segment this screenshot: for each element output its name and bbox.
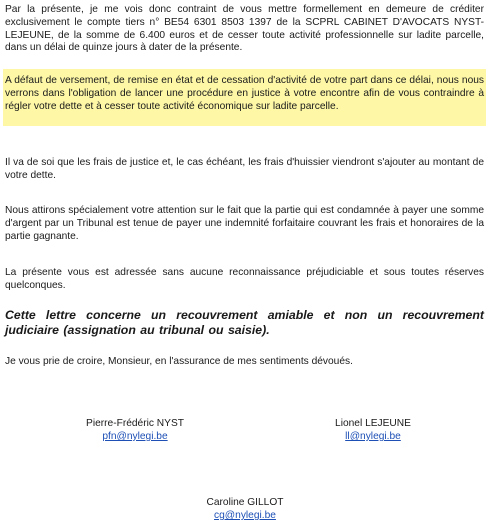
signature-block-nyst [70, 417, 200, 443]
paragraph-formal-notice: Par la présente, je me vois donc contraint de vous mettre formellement en demeure de créditer exclusivement le compte tiers n° BE54 6301 8503 1397 de la SCPRL CABINET D'AVOCATS NYST-LEJEUNE, de la somme de 6.400 euros et de cesser toute activité professionnelle sur ladite parcelle, dans un délai de quinze jours à dater de la présente. [5, 4, 484, 54]
paragraph-legal-action-warning: A défaut de versement, de remise en état et de cessation d'activité de votre part dans ce délai, nous nous verrons dans l'obligation de lancer une procédure en justice à votre encontre afin de vous contraindre à régler votre dette et à cesser toute activité économique sur ladite parcelle. [5, 75, 484, 112]
paragraph-amicable-recovery: Cette lettre concerne un recouvrement amiable et non un recouvrement judiciaire (assignation au tribunal ou saisie). [5, 308, 484, 338]
email-link[interactable]: ll@nylegi.be [345, 431, 401, 442]
signature-block-gillot [180, 496, 310, 522]
signatory-name: Caroline GILLOT [206, 497, 284, 508]
signatory-name: Lionel LEJEUNE [335, 418, 411, 429]
signature-block-lejeune [318, 417, 428, 443]
paragraph-reservations: La présente vous est adressée sans aucune reconnaissance préjudiciable et sous toutes réserves quelconques. [5, 267, 484, 291]
signatory-name: Pierre-Frédéric NYST [86, 418, 184, 429]
paragraph-costs: Il va de soi que les frais de justice et, le cas échéant, les frais d'huissier viendront s'ajouter au montant de votre dette. [5, 157, 484, 181]
paragraph-indemnity: Nous attirons spécialement votre attention sur le fait que la partie qui est condamnée à payer une somme d'argent par un Tribunal est tenue de payer une indemnité forfaitaire couvrant les frais et honoraires de la partie gagnante. [5, 205, 484, 242]
closing-formula: Je vous prie de croire, Monsieur, en l'assurance de mes sentiments dévoués. [5, 356, 353, 367]
email-link[interactable]: cg@nylegi.be [214, 510, 276, 521]
email-link[interactable]: pfn@nylegi.be [102, 431, 168, 442]
